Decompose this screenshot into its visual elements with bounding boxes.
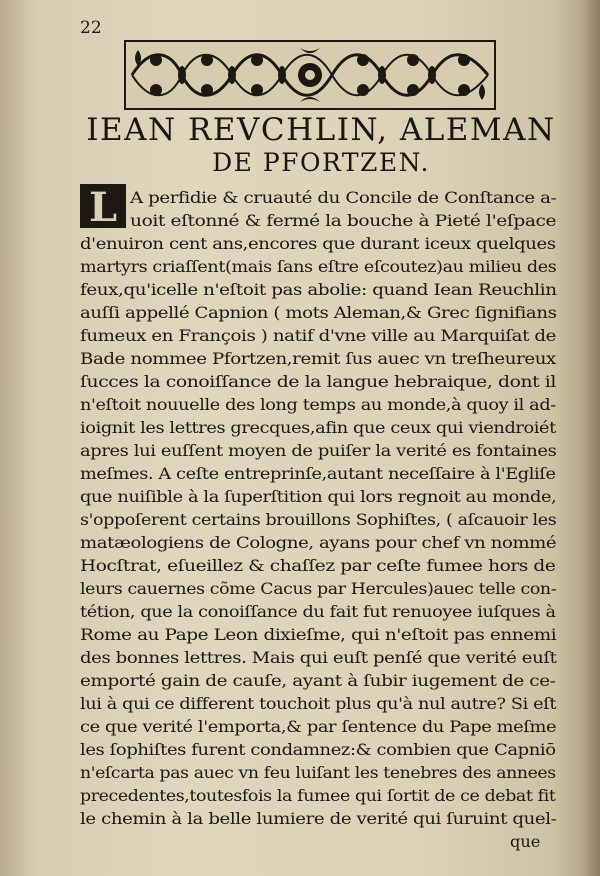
text-line-10: n'eſtoit nouuelle des long temps au monde,à quoy il ad- xyxy=(80,395,556,414)
text-line-9: ſucces la conoiſſance de la langue hebraique, dont il xyxy=(80,372,557,391)
text-line-27: precedentes,toutesfois la fumee qui ſortit de ce debat fit xyxy=(80,786,556,805)
text-line-15: s'oppoſerent certains brouillons Sophiſtes, ( aſcauoir les xyxy=(80,510,557,529)
text-line-8: Bade nommee Pfortzen,remit ſus auec vn treſheureux xyxy=(80,349,556,368)
text-line-28: le chemin à la belle lumiere de verité qui ſuruint quel- xyxy=(80,809,557,828)
text-line-3: d'enuiron cent ans,encores que durant iceux quelques xyxy=(80,234,556,253)
text-line-14: que nuiſible à la ſuperſtition qui lors regnoit au monde, xyxy=(80,487,557,506)
text-line-19: tétion, que la conoiſſance du fait fut renuoyee iuſques à xyxy=(80,602,556,621)
text-line-12: apres lui euſſent moyen de puiſer la verité es fontaines xyxy=(80,441,557,460)
text-line-2: uoit eſtonné & fermé la bouche à Pieté l'eſpace xyxy=(130,211,557,230)
chapter-subtitle: DE PFORTZEN. xyxy=(212,148,430,177)
text-line-5: feux,qu'icelle n'eſtoit pas abolie: quand Iean Reuchlin xyxy=(80,280,557,299)
text-line-26: n'eſcarta pas auec vn feu luiſant les tenebres des annees xyxy=(80,763,556,782)
text-line-24: ce que verité l'emporta,& par ſentence du Pape meſme xyxy=(80,717,557,736)
text-line-7: fumeux en François ) natif d'vne ville au Marquiſat de xyxy=(80,326,557,345)
page-number: 22 xyxy=(80,18,102,38)
text-line-1: A perfidie & cruauté du Concile de Conſtance a- xyxy=(130,188,557,207)
text-line-25: les ſophiſtes furent condamnez:& combien que Capniō xyxy=(80,740,556,759)
catchword: que xyxy=(510,832,541,851)
text-line-23: lui à qui ce different touchoit plus qu'à nul autre? Si eſt xyxy=(80,694,557,713)
text-line-11: ioignit les lettres grecques,afin que ceux qui viendroiét xyxy=(80,418,556,437)
text-line-6: auſſi appellé Capnion ( mots Aleman,& Grec ſignifians xyxy=(80,303,557,322)
text-line-17: Hocſtrat, eſueillez & chaſſez par ceſte fumee hors de xyxy=(80,556,556,575)
drop-cap-letter: L xyxy=(88,184,118,231)
text-line-22: emporté gain de cauſe, ayant à ſubir iugement de ce- xyxy=(80,671,556,690)
text-line-18: leurs cauernes cõme Cacus par Hercules)auec telle con- xyxy=(80,579,557,598)
text-line-16: matæologiens de Cologne, ayans pour chef vn nommé xyxy=(80,533,557,552)
text-line-13: meſmes. A ceſte entreprinſe,autant neceſſaire à l'Egliſe xyxy=(80,464,556,483)
chapter-title: IEAN REVCHLIN, ALEMAN xyxy=(86,112,556,148)
decorative-headpiece xyxy=(124,40,496,110)
text-line-4: martyrs criaſſent(mais ſans eſtre eſcoutez)au milieu des xyxy=(80,257,557,276)
text-line-21: des bonnes lettres. Mais qui euſt penſé que verité euſt xyxy=(80,648,557,667)
drop-cap xyxy=(80,184,126,231)
text-line-20: Rome au Pape Leon dixieſme, qui n'eſtoit pas ennemi xyxy=(80,625,557,644)
